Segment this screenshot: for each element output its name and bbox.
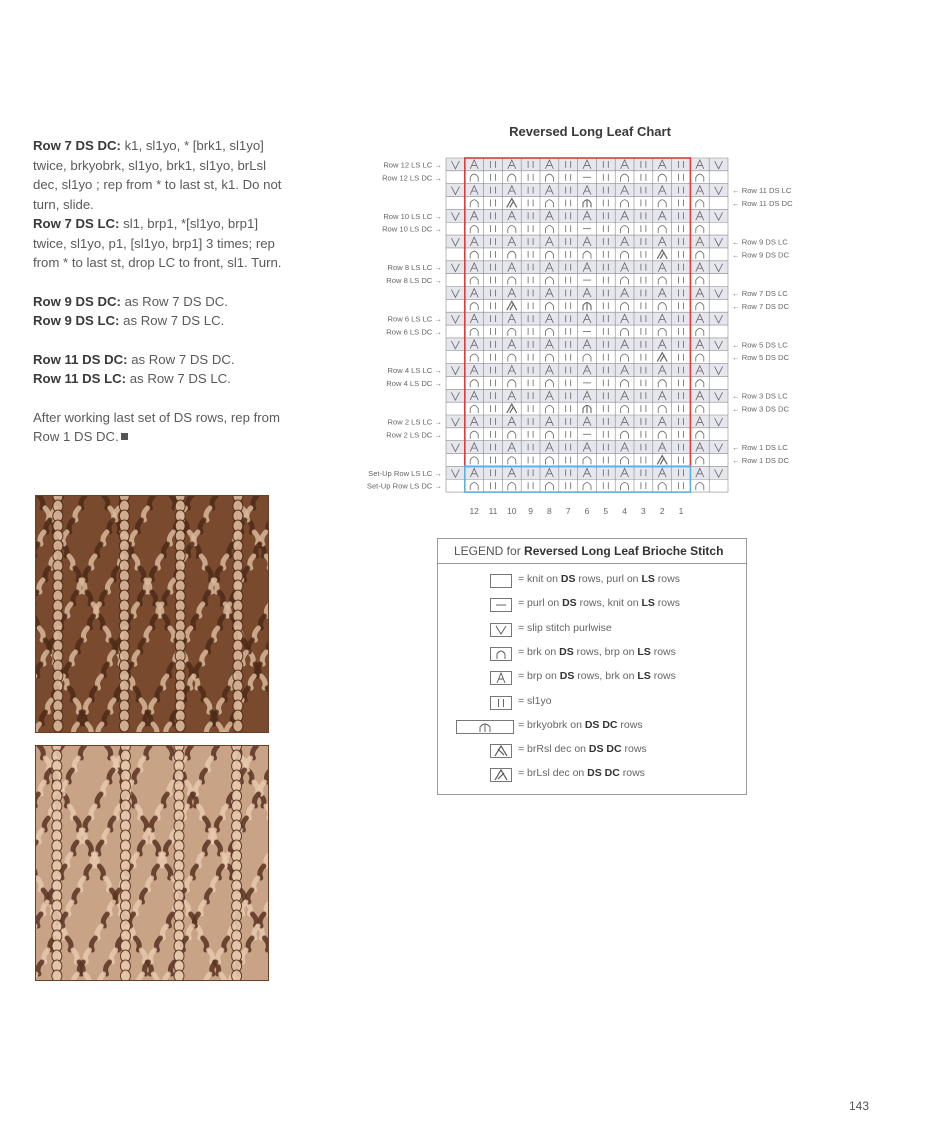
chart-brk-mark bbox=[508, 225, 516, 233]
chart-brk-mark bbox=[508, 174, 516, 182]
chart-right-label: ← Row 1 DS LC bbox=[732, 443, 788, 453]
chart-column-number: 3 bbox=[641, 506, 646, 517]
chart-left-label: Set-Up Row LS DC → bbox=[366, 481, 442, 491]
chart-column-number: 6 bbox=[584, 506, 590, 517]
chart-dec-mark bbox=[507, 199, 517, 208]
chart-brk-mark bbox=[621, 431, 629, 439]
row7-ds-dc-label: Row 7 DS DC: bbox=[33, 138, 121, 153]
chart-dec-mark bbox=[657, 353, 667, 362]
chart-left-label: Row 6 LS DC → bbox=[386, 327, 442, 337]
slip-symbol-icon bbox=[490, 623, 512, 637]
chart-brk-mark bbox=[545, 303, 553, 311]
chart-column-number: 1 bbox=[678, 506, 684, 517]
chart-brk-mark bbox=[583, 251, 591, 259]
chart-left-label: Row 10 LS DC → bbox=[382, 224, 442, 234]
chart-brk-mark bbox=[508, 277, 516, 285]
chart-brk-mark bbox=[470, 303, 478, 311]
end-square-icon bbox=[121, 433, 128, 440]
chart-left-label: Row 6 LS LC → bbox=[387, 314, 442, 324]
chart-left-label: Row 8 LS DC → bbox=[386, 276, 442, 286]
brrsl-symbol-icon bbox=[490, 744, 512, 758]
chart-brk-mark bbox=[696, 200, 704, 208]
chart-brk-mark bbox=[696, 354, 704, 362]
swatch-chain-stitch bbox=[53, 720, 63, 732]
chart-brk-mark bbox=[621, 405, 629, 413]
legend-heading-prefix: LEGEND for bbox=[454, 544, 525, 558]
legend-item-text: = brRsl dec on DS DC rows bbox=[518, 743, 647, 756]
legend-item-knit bbox=[438, 571, 746, 591]
chart-column-number: 5 bbox=[603, 506, 609, 517]
chart-brkyobrk-mark bbox=[583, 405, 591, 413]
chart-brk-mark bbox=[696, 405, 704, 413]
chart-dec-mark bbox=[507, 301, 517, 310]
instruction-repeat bbox=[33, 408, 283, 447]
chart-brk-mark bbox=[658, 482, 666, 490]
swatch-stitch bbox=[266, 854, 269, 866]
page-number: 143 bbox=[849, 1099, 870, 1113]
chart-brk-mark bbox=[545, 482, 553, 490]
chart-brk-mark bbox=[545, 200, 553, 208]
chart-brk-mark bbox=[470, 174, 478, 182]
chart-left-label: Row 2 LS DC → bbox=[386, 430, 442, 440]
chart-brk-mark bbox=[658, 303, 666, 311]
stitch-chart bbox=[350, 152, 830, 522]
chart-left-label: Row 4 LS DC → bbox=[386, 378, 442, 388]
chart-brk-mark bbox=[658, 431, 666, 439]
chart-brk-mark bbox=[621, 457, 629, 465]
chart-brk-mark bbox=[508, 482, 516, 490]
swatch-photo-back bbox=[35, 745, 269, 981]
chart-brk-mark bbox=[621, 174, 629, 182]
row9-ds-lc-label: Row 9 DS LC: bbox=[33, 313, 120, 328]
chart-brk-mark bbox=[545, 457, 553, 465]
chart-brk-mark bbox=[508, 328, 516, 336]
chart-brk-mark bbox=[470, 405, 478, 413]
chart-brk-mark bbox=[470, 200, 478, 208]
row11-ds-dc-text: as Row 7 DS DC. bbox=[127, 351, 235, 367]
chart-brk-mark bbox=[696, 457, 704, 465]
brp-symbol-icon bbox=[490, 671, 512, 685]
legend-item-sl1yo bbox=[438, 693, 746, 713]
chart-column-number: 11 bbox=[488, 506, 498, 517]
chart-brk-mark bbox=[621, 303, 629, 311]
row11-ds-dc-label: Row 11 DS DC: bbox=[33, 351, 128, 367]
chart-brk-mark bbox=[583, 457, 591, 465]
chart-title: Reversed Long Leaf Chart bbox=[509, 124, 671, 139]
chart-brk-mark bbox=[658, 328, 666, 336]
chart-brk-mark bbox=[470, 380, 478, 388]
chart-right-label: ← Row 11 DS LC bbox=[732, 186, 792, 196]
chart-brk-mark bbox=[508, 251, 516, 259]
chart-brk-mark bbox=[470, 328, 478, 336]
swatch-chain-stitch bbox=[174, 970, 184, 981]
swatch-chain-stitch bbox=[119, 720, 129, 732]
chart-right-label: ← Row 5 DS LC bbox=[732, 340, 788, 350]
instructions-text bbox=[33, 136, 283, 466]
swatch-chain-stitch bbox=[120, 970, 130, 981]
legend-item-brk bbox=[438, 644, 746, 664]
legend-item-text: = brLsl dec on DS DC rows bbox=[518, 767, 645, 780]
chart-column-number: 2 bbox=[659, 506, 665, 517]
chart-brk-mark bbox=[545, 225, 553, 233]
chart-dec-mark bbox=[507, 404, 517, 413]
chart-left-label: Row 8 LS LC → bbox=[387, 263, 442, 273]
chart-brk-mark bbox=[621, 277, 629, 285]
chart-brk-mark bbox=[470, 225, 478, 233]
chart-brk-mark bbox=[508, 431, 516, 439]
chart-brk-mark bbox=[696, 328, 704, 336]
legend-item-brkyobrk bbox=[438, 717, 746, 737]
swatch-stitch bbox=[268, 520, 269, 532]
chart-column-number: 4 bbox=[622, 506, 627, 517]
chart-brk-mark bbox=[621, 380, 629, 388]
legend-item-text: = slip stitch purlwise bbox=[518, 621, 612, 634]
chart-column-number: 8 bbox=[547, 506, 552, 517]
repeat-text: After working last set of DS rows, rep from Row 1 DS DC. bbox=[33, 409, 280, 444]
chart-brk-mark bbox=[470, 457, 478, 465]
legend-item-text: = brkyobrk on DS DC rows bbox=[518, 718, 643, 731]
chart-brk-mark bbox=[696, 380, 704, 388]
sl1yo-symbol-icon bbox=[490, 696, 512, 710]
swatch-chain-stitch bbox=[232, 970, 242, 981]
legend-item-text: = brp on DS rows, brk on LS rows bbox=[518, 670, 676, 683]
chart-left-label: Row 10 LS LC → bbox=[383, 211, 442, 221]
chart-brk-mark bbox=[470, 354, 478, 362]
swatch-chain-stitch bbox=[233, 720, 243, 732]
chart-right-label: ← Row 9 DS DC bbox=[732, 250, 789, 260]
chart-brk-mark bbox=[545, 174, 553, 182]
chart-brk-mark bbox=[621, 200, 629, 208]
legend-item-brlsl bbox=[438, 765, 746, 785]
chart-brk-mark bbox=[658, 380, 666, 388]
brlsl-symbol-icon bbox=[490, 768, 512, 782]
chart-column-number: 12 bbox=[469, 506, 479, 517]
swatch-stitch bbox=[266, 770, 269, 782]
legend-heading bbox=[438, 539, 746, 564]
instruction-row9-ds bbox=[33, 292, 283, 331]
legend-item-text: = knit on DS rows, purl on LS rows bbox=[518, 573, 680, 585]
chart-right-label: ← Row 9 DS LC bbox=[732, 237, 788, 247]
chart-right-label: ← Row 3 DS DC bbox=[732, 404, 789, 414]
chart-brk-mark bbox=[696, 482, 704, 490]
legend-item-purl bbox=[438, 595, 746, 615]
chart-brk-mark bbox=[658, 405, 666, 413]
chart-brk-mark bbox=[470, 277, 478, 285]
row7-ds-dc-text: k1, sl1yo, * [brk1, sl1yo] twice, brkyobrk, sl1yo, brk1, sl1yo, brLsl dec, sl1yo ; rep from * to last st, k1. Do not turn, slide. bbox=[33, 138, 282, 212]
chart-brk-mark bbox=[545, 405, 553, 413]
purl-symbol-icon bbox=[490, 598, 512, 612]
row9-ds-dc-label: Row 9 DS DC: bbox=[33, 293, 121, 309]
chart-dec-mark bbox=[657, 456, 667, 465]
chart-right-label: ← Row 7 DS LC bbox=[732, 288, 788, 298]
chart-brk-mark bbox=[621, 251, 629, 259]
chart-brk-mark bbox=[696, 277, 704, 285]
legend-item-brrsl bbox=[438, 741, 746, 761]
chart-left-label: Row 12 LS DC → bbox=[382, 173, 442, 183]
legend-heading-title: Reversed Long Leaf Brioche Stitch bbox=[524, 544, 724, 558]
chart-brk-mark bbox=[621, 354, 629, 362]
chart-brk-mark bbox=[621, 482, 629, 490]
chart-brk-mark bbox=[696, 251, 704, 259]
chart-brk-mark bbox=[545, 354, 553, 362]
brkyobrk-symbol-icon bbox=[456, 720, 514, 734]
chart-brk-mark bbox=[583, 482, 591, 490]
swatch-photo-front bbox=[35, 495, 269, 733]
row11-ds-lc-label: Row 11 DS LC: bbox=[33, 371, 127, 386]
chart-brk-mark bbox=[545, 277, 553, 285]
chart-column-number: 9 bbox=[528, 506, 533, 517]
legend-box bbox=[437, 538, 747, 795]
chart-brk-mark bbox=[696, 225, 704, 233]
swatch-stitch bbox=[35, 616, 37, 628]
row7-ds-lc-text: sl1, brp1, *[sl1yo, brp1] twice, sl1yo, p1, [sl1yo, brp1] 3 times; rep from * to last st, drop LC to front, sl1. Turn. bbox=[33, 216, 282, 270]
legend-item-brp bbox=[438, 668, 746, 688]
chart-left-label: Row 2 LS LC → bbox=[387, 417, 442, 427]
chart-brk-mark bbox=[508, 380, 516, 388]
chart-brk-mark bbox=[621, 225, 629, 233]
chart-brk-mark bbox=[470, 251, 478, 259]
instruction-row7-ds bbox=[33, 136, 283, 273]
row11-ds-lc-text: as Row 7 DS LC. bbox=[126, 371, 231, 386]
swatch-stitch bbox=[35, 974, 36, 981]
row7-ds-lc-label: Row 7 DS LC: bbox=[33, 216, 120, 231]
chart-brk-mark bbox=[658, 277, 666, 285]
chart-right-label: ← Row 3 DS LC bbox=[732, 391, 788, 401]
chart-left-label: Row 4 LS LC → bbox=[387, 366, 442, 376]
chart-brk-mark bbox=[470, 431, 478, 439]
chart-brk-mark bbox=[696, 303, 704, 311]
row9-ds-lc-text: as Row 7 DS LC. bbox=[119, 313, 225, 328]
chart-brkyobrk-mark bbox=[583, 302, 591, 310]
chart-brk-mark bbox=[545, 328, 553, 336]
chart-brk-mark bbox=[508, 354, 516, 362]
chart-dec-mark bbox=[657, 250, 667, 259]
legend-item-text: = brk on DS rows, brp on LS rows bbox=[518, 645, 676, 658]
chart-brk-mark bbox=[696, 431, 704, 439]
chart-brkyobrk-mark bbox=[583, 200, 591, 208]
chart-brk-mark bbox=[696, 174, 704, 182]
chart-right-label: ← Row 1 DS DC bbox=[732, 455, 789, 465]
chart-column-number: 10 bbox=[507, 506, 517, 517]
swatch-chain-stitch bbox=[175, 720, 185, 732]
chart-brk-mark bbox=[658, 225, 666, 233]
chart-brk-mark bbox=[545, 431, 553, 439]
swatch-stitch bbox=[266, 902, 269, 914]
chart-left-label: Set-Up Row LS LC → bbox=[368, 468, 442, 478]
chart-brk-mark bbox=[658, 200, 666, 208]
swatch-stitch bbox=[266, 604, 269, 616]
instruction-row11-ds bbox=[33, 350, 283, 389]
chart-right-label: ← Row 5 DS DC bbox=[732, 353, 789, 363]
chart-brk-mark bbox=[470, 482, 478, 490]
swatch-chain-stitch bbox=[52, 970, 62, 981]
chart-brk-mark bbox=[545, 380, 553, 388]
chart-right-label: ← Row 11 DS DC bbox=[732, 198, 793, 208]
chart-brk-mark bbox=[658, 174, 666, 182]
row9-ds-dc-text: as Row 7 DS DC. bbox=[120, 293, 228, 309]
chart-brk-mark bbox=[508, 457, 516, 465]
swatch-stitch bbox=[268, 640, 269, 652]
chart-right-label: ← Row 7 DS DC bbox=[732, 301, 789, 311]
legend-item-slip bbox=[438, 620, 746, 640]
chart-brk-mark bbox=[583, 354, 591, 362]
legend-item-text: = sl1yo bbox=[518, 694, 552, 707]
brk-symbol-icon bbox=[490, 647, 512, 661]
chart-brk-mark bbox=[621, 328, 629, 336]
chart-left-label: Row 12 LS LC → bbox=[383, 160, 442, 170]
chart-column-number: 7 bbox=[565, 506, 571, 517]
legend-item-text: = purl on DS rows, knit on LS rows bbox=[518, 597, 680, 610]
knit-symbol-icon bbox=[490, 574, 512, 588]
chart-brk-mark bbox=[545, 251, 553, 259]
